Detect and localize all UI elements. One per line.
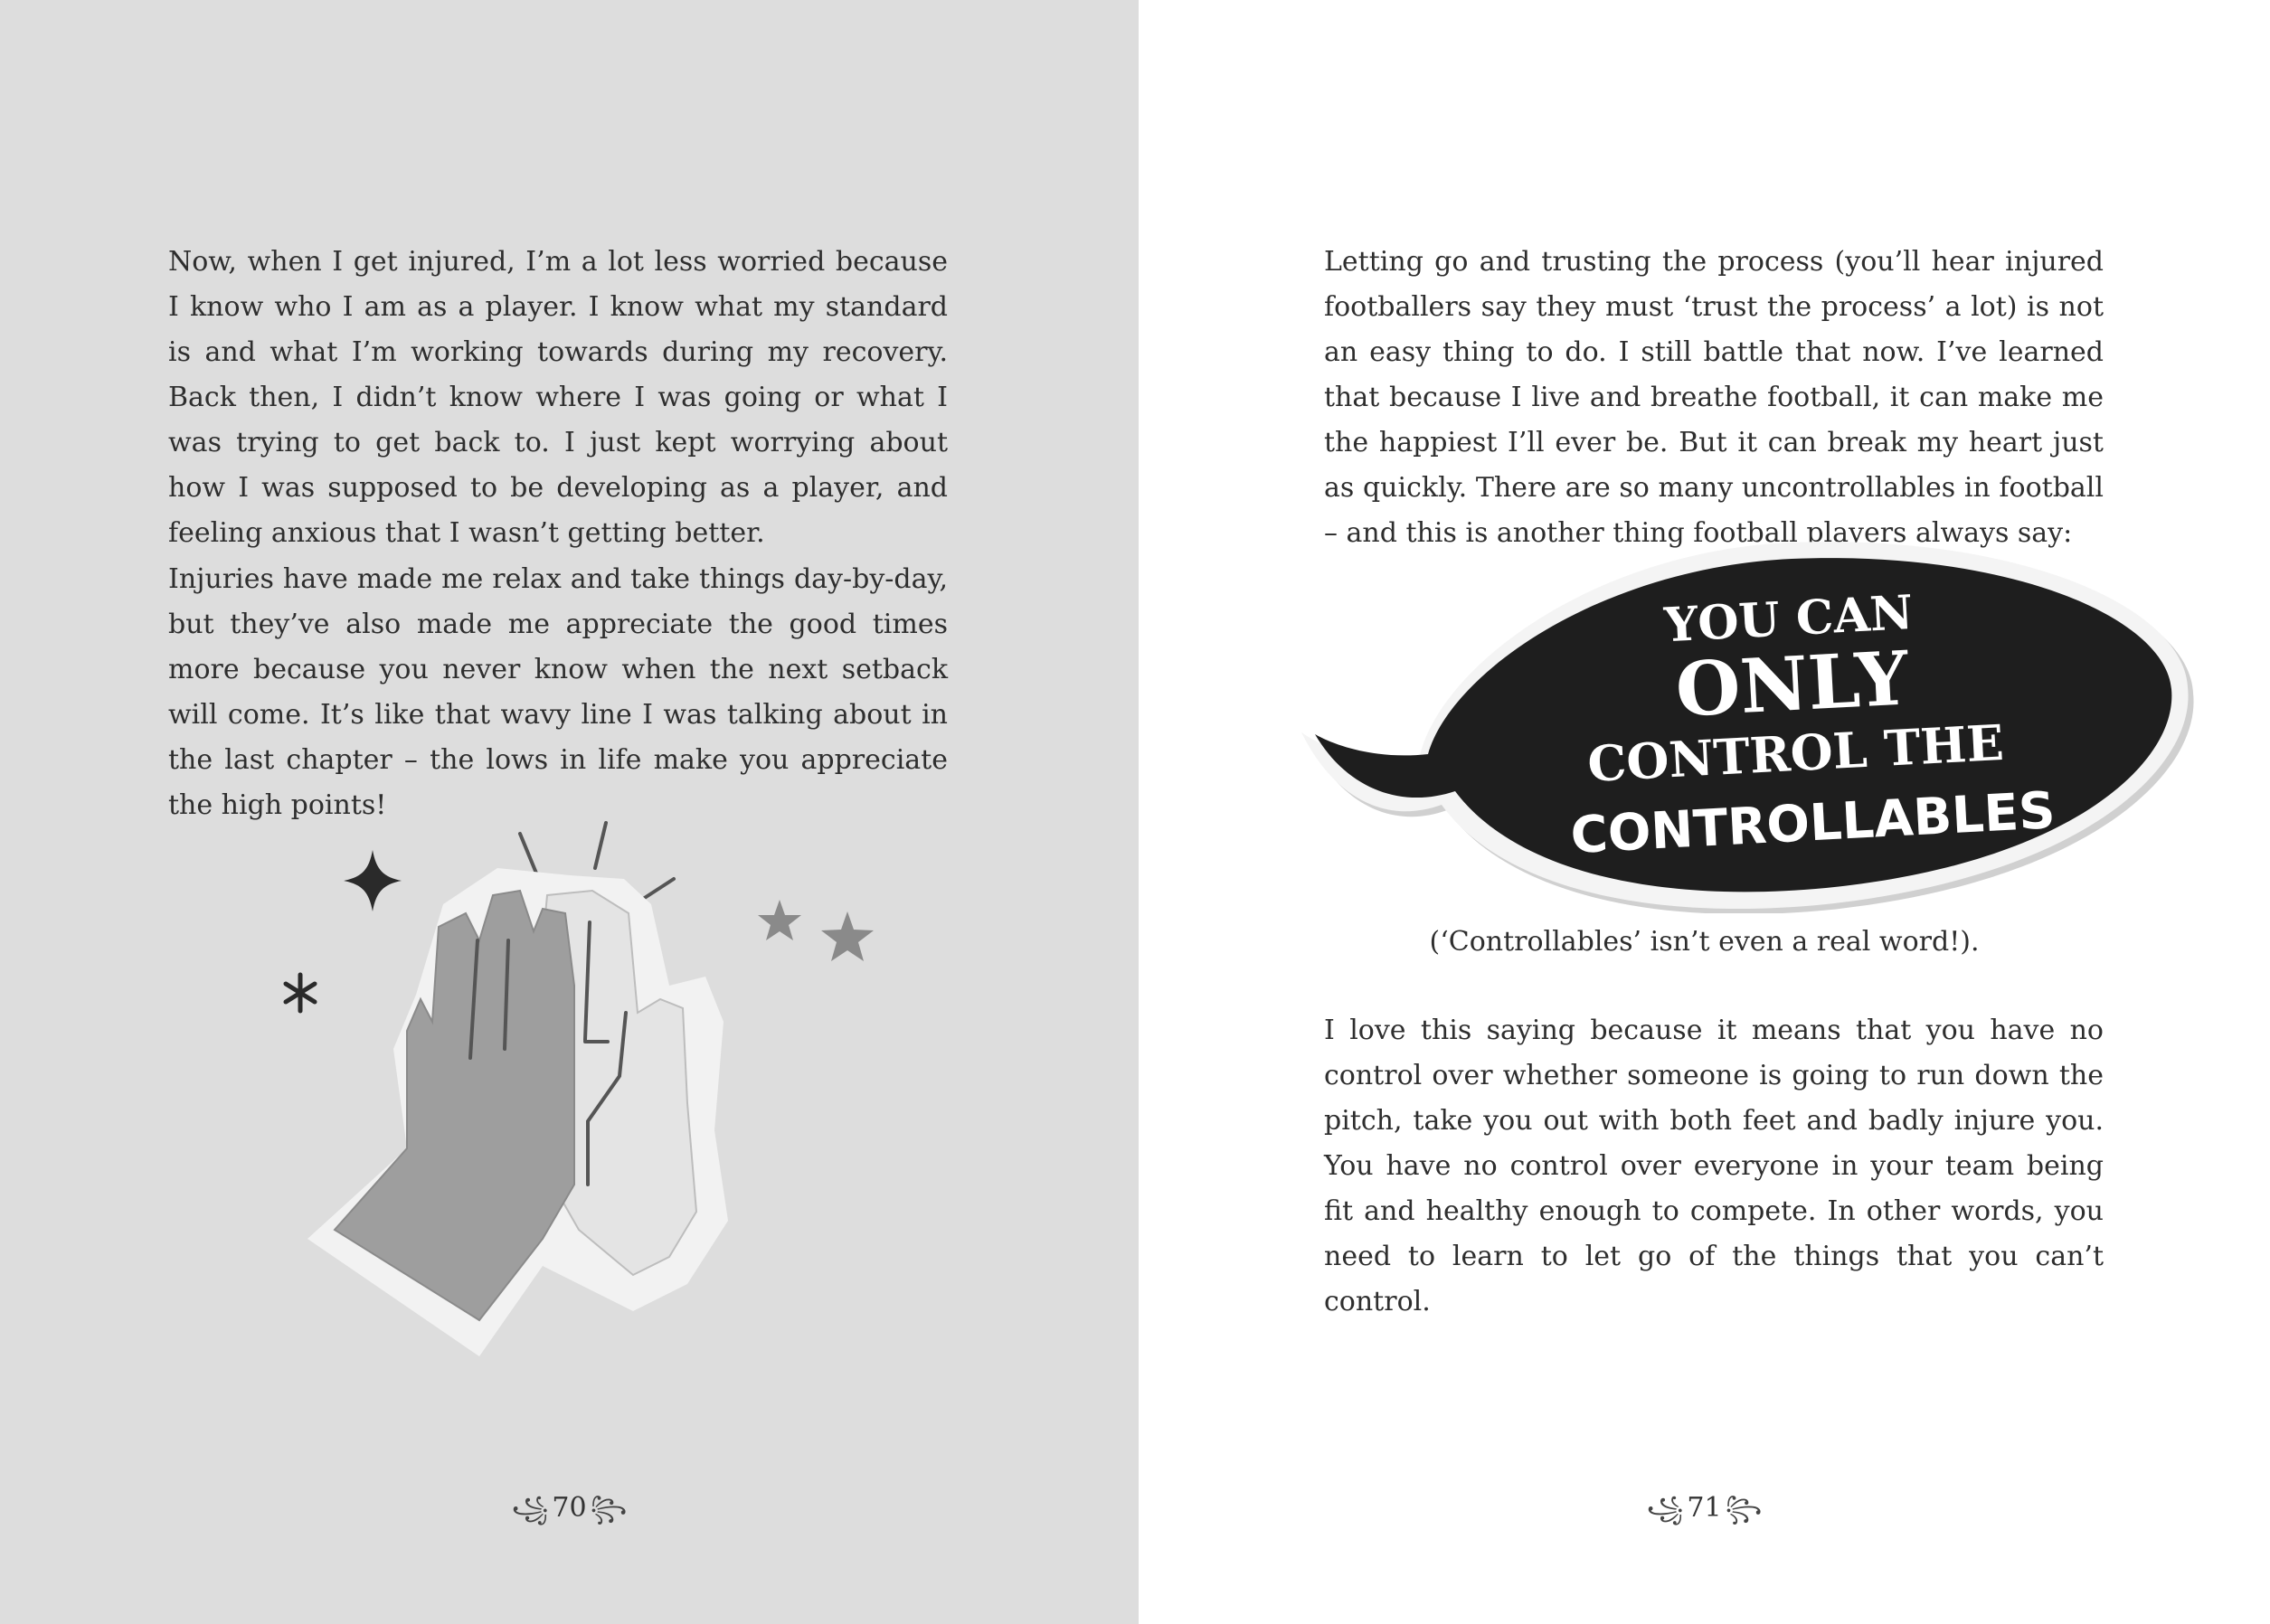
ornament-icon: ꧁: [511, 1496, 549, 1523]
bubble-caption: (‘Controllables’ isn’t even a real word!).: [1429, 926, 1980, 958]
star-icon: [758, 900, 801, 940]
paragraph-day-by-day: Injuries have made me relax and take things day-by-day, but they’ve also made me appreciate the good times more because you never know when the next setback will come. It’s like that wavy line I was talking about in the last chapter – the lows in life make you appreciate the high points!: [168, 563, 948, 821]
ornament-icon: ꧂: [590, 1496, 628, 1523]
right-page: [1139, 0, 2270, 1624]
bubble-line-2: ONLY: [1673, 635, 1911, 734]
sparkle-icon: [344, 850, 402, 911]
paragraph-trust-process: Letting go and trusting the process (you’ll hear injured footballers say they must ‘trust the process’ a lot) is not an easy thing to do. I still battle that now. I’ve learned that because I live and breathe football, it can make me the happiest I’ll ever be. But it can break my heart just as quickly. There are so many uncontrollables in football – and this is another thing football players always say:: [1324, 246, 2104, 549]
asterisk-icon: [286, 975, 315, 1011]
paragraph-control: I love this saying because it means that you have no control over whether someone is going to run down the pitch, take you out with both feet and badly injure you. You have no control over everyone in your team being fit and healthy enough to compete. In other words, you need to learn to let go of the things that you can’t control.: [1324, 1015, 2104, 1317]
paragraph-injury-recovery: Now, when I get injured, I’m a lot less worried because I know who I am as a player. I know what my standard is and what I’m working towards during my recovery. Back then, I didn’t know where I was going or what I was trying to get back to. I just kept worrying about how I was supposed to be developing as a player, and feeling anxious that I wasn’t getting better.: [168, 246, 948, 549]
page-number: 71: [1687, 1492, 1722, 1524]
bubble-line-1: YOU CAN: [1662, 585, 1915, 654]
page-number-right: [1139, 1490, 2270, 1538]
ornament-icon: ꧂: [1725, 1496, 1763, 1523]
star-icon: [821, 911, 874, 961]
high-five-icon: [271, 805, 904, 1365]
page-number-left: [0, 1490, 1139, 1538]
page-number: 70: [552, 1492, 587, 1524]
bubble-line-4: CONTROLLABLES: [1569, 781, 2057, 866]
bubble-line-3: CONTROL THE: [1585, 713, 2006, 793]
speech-bubble: [1301, 533, 2270, 913]
ornament-icon: ꧁: [1646, 1496, 1684, 1523]
